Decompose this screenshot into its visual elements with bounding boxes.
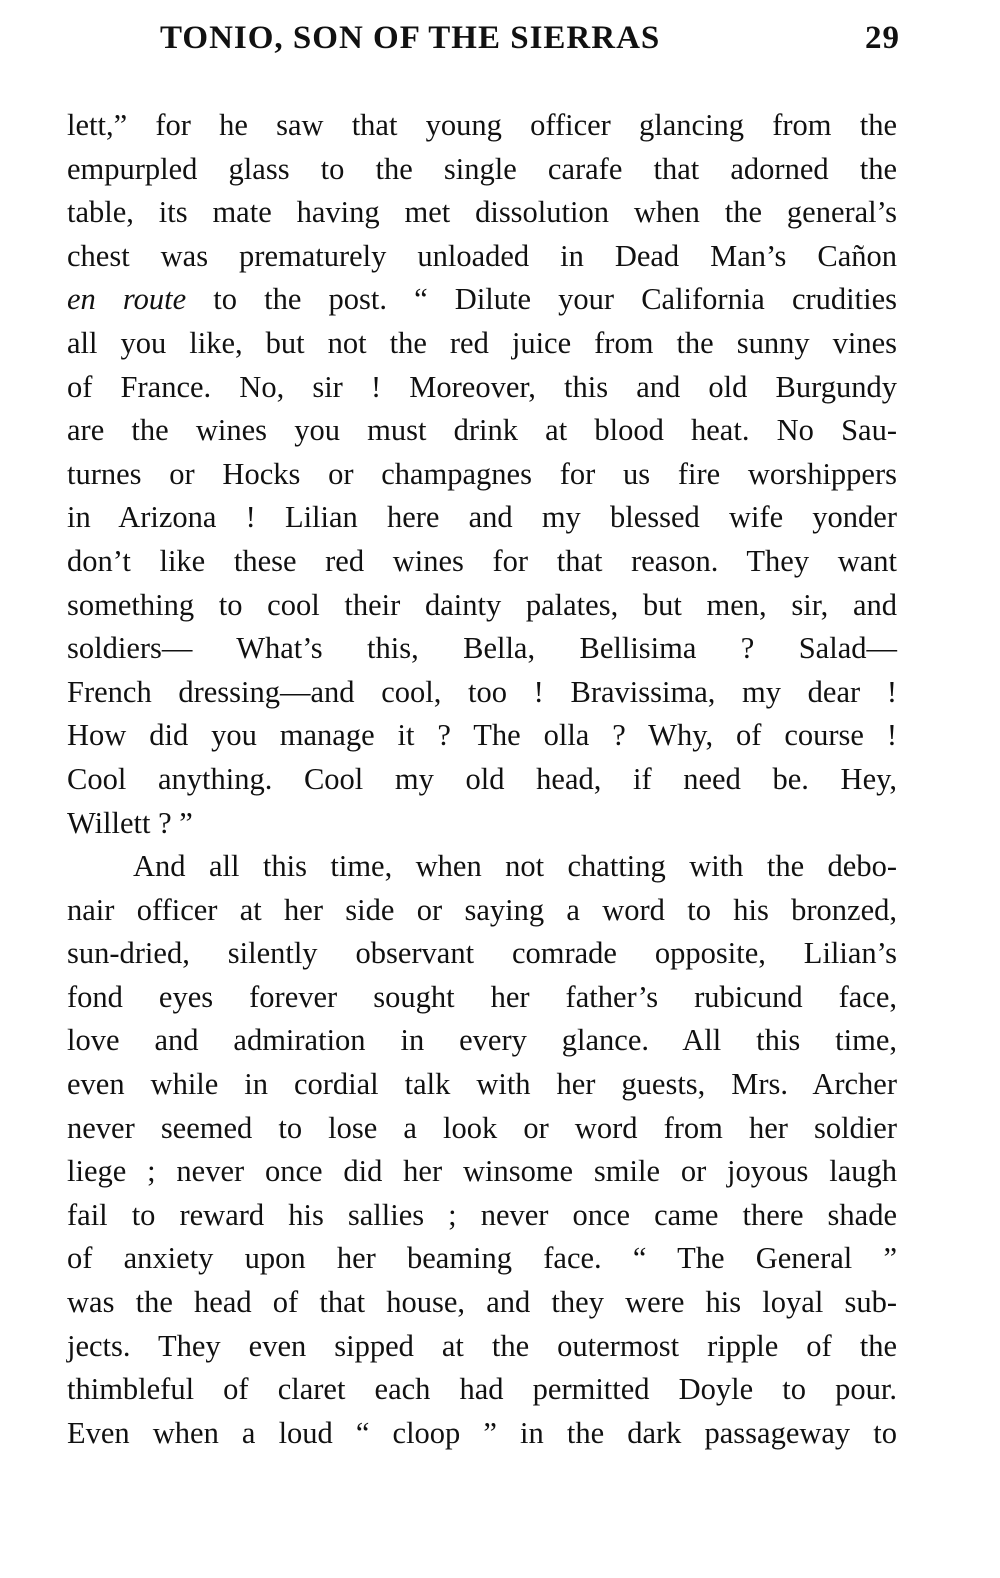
text-line: chest was prematurely unloaded in Dead Man’s Cañon	[67, 238, 897, 273]
text-line: are the wines you must drink at blood heat. No Sau-	[67, 413, 897, 448]
text-line: liege ; never once did her winsome smile or joyous laugh	[67, 1154, 897, 1189]
page-body-text	[67, 104, 897, 1455]
text-line: even while in cordial talk with her guests, Mrs. Archer	[67, 1067, 897, 1102]
text-line: empurpled glass to the single carafe that adorned the	[67, 151, 897, 186]
text-line: jects. They even sipped at the outermost ripple of the	[67, 1328, 897, 1363]
text-line: all you like, but not the red juice from the sunny vines	[67, 325, 897, 360]
text-line: table, its mate having met dissolution when the general’s	[67, 195, 897, 230]
text-line: turnes or Hocks or champagnes for us fire worshippers	[67, 456, 897, 491]
text-line: in Arizona ! Lilian here and my blessed wife yonder	[67, 500, 897, 535]
text-line: lett,” for he saw that young officer glancing from the	[67, 108, 897, 142]
text-line: How did you manage it ? The olla ? Why, of course !	[67, 718, 897, 753]
text-line: Even when a loud “ cloop ” in the dark passageway to	[67, 1415, 897, 1450]
running-title: TONIO, SON OF THE SIERRAS	[160, 20, 661, 56]
text-line: Willett ? ”	[67, 805, 193, 840]
text-line: of France. No, sir ! Moreover, this and old Burgundy	[67, 369, 897, 404]
text-line: never seemed to lose a look or word from her soldier	[67, 1110, 897, 1145]
text-line: And all this time, when not chatting with the debo-	[133, 849, 897, 884]
text-line: nair officer at her side or saying a word to his bronzed,	[67, 892, 897, 927]
text-line: of anxiety upon her beaming face. “ The General ”	[67, 1241, 897, 1276]
text-line: soldiers— What’s this, Bella, Bellisima ? Salad—	[67, 631, 897, 666]
running-header	[160, 20, 900, 57]
text-line: sun-dried, silently observant comrade opposite, Lilian’s	[67, 936, 897, 971]
page-number: 29	[865, 20, 900, 56]
text-line: Cool anything. Cool my old head, if need be. Hey,	[67, 761, 897, 796]
text-line: fail to reward his sallies ; never once came there shade	[67, 1197, 897, 1232]
text-line: love and admiration in every glance. All this time,	[67, 1023, 897, 1058]
text-line: was the head of that house, and they were his loyal sub-	[67, 1285, 897, 1320]
text-line: en route to the post. “ Dilute your California crudities	[67, 282, 897, 317]
text-line: something to cool their dainty palates, but men, sir, and	[67, 587, 897, 622]
text-line: don’t like these red wines for that reason. They want	[67, 543, 897, 578]
text-line: French dressing—and cool, too ! Bravissima, my dear !	[67, 674, 897, 709]
text-line: fond eyes forever sought her father’s rubicund face,	[67, 979, 897, 1014]
text-line: thimbleful of claret each had permitted Doyle to pour.	[67, 1372, 897, 1407]
italic-phrase: en route	[67, 282, 187, 317]
